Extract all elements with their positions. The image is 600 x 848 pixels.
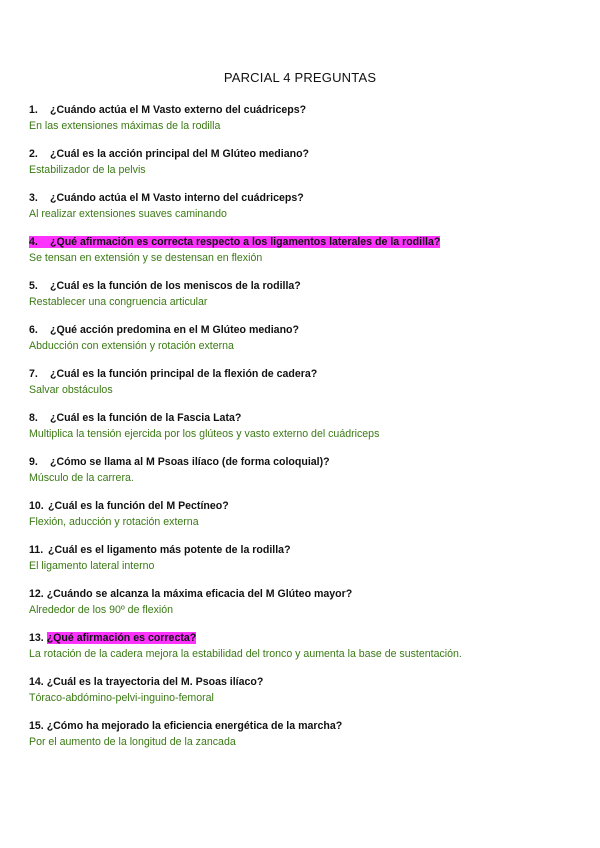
question-body: ¿Qué acción predomina en el M Glúteo mediano? bbox=[50, 324, 299, 336]
question-body: ¿Cuándo actúa el M Vasto interno del cuádriceps? bbox=[50, 192, 304, 204]
question-item bbox=[29, 236, 589, 265]
answer-text: Abducción con extensión y rotación externa bbox=[29, 340, 234, 352]
question-number: 5. bbox=[29, 280, 38, 292]
answer-text: Al realizar extensiones suaves caminando bbox=[29, 208, 227, 220]
question-item bbox=[29, 148, 589, 177]
question-number: 13. bbox=[29, 632, 44, 644]
question-body: ¿Cuál es la función del M Pectíneo? bbox=[48, 500, 229, 512]
answer-text: La rotación de la cadera mejora la estabilidad del tronco y aumenta la base de sustentación. bbox=[29, 648, 462, 660]
question-number: 11. bbox=[29, 544, 44, 556]
question-number: 2. bbox=[29, 148, 38, 160]
question-body: ¿Qué afirmación es correcta respecto a los ligamentos laterales de la rodilla? bbox=[50, 236, 441, 248]
question-item bbox=[29, 324, 589, 353]
question-number: 3. bbox=[29, 192, 38, 204]
question-item bbox=[29, 280, 589, 309]
answer-text: Flexión, aducción y rotación externa bbox=[29, 516, 199, 528]
question-text bbox=[29, 544, 589, 557]
question-item bbox=[29, 500, 589, 529]
question-text bbox=[29, 676, 589, 689]
question-text bbox=[29, 192, 589, 205]
question-text bbox=[29, 632, 589, 645]
question-body: ¿Qué afirmación es correcta? bbox=[46, 632, 197, 644]
answer-text: Estabilizador de la pelvis bbox=[29, 164, 146, 176]
question-body: ¿Cuál es la función de la Fascia Lata? bbox=[50, 412, 242, 424]
question-body: ¿Cuál es la trayectoria del M. Psoas ilíaco? bbox=[46, 676, 264, 688]
question-text bbox=[29, 280, 589, 293]
answer-text: El ligamento lateral interno bbox=[29, 560, 155, 572]
question-item bbox=[29, 192, 589, 221]
question-number: 7. bbox=[29, 368, 38, 380]
question-number: 1. bbox=[29, 104, 38, 116]
answer-text: Salvar obstáculos bbox=[29, 384, 113, 396]
question-text bbox=[29, 456, 589, 469]
question-text bbox=[29, 500, 589, 513]
question-body: ¿Cómo ha mejorado la eficiencia energética de la marcha? bbox=[46, 720, 343, 732]
question-item bbox=[29, 104, 589, 133]
answer-text: Restablecer una congruencia articular bbox=[29, 296, 208, 308]
answer-text: En las extensiones máximas de la rodilla bbox=[29, 120, 221, 132]
answer-text: Músculo de la carrera. bbox=[29, 472, 134, 484]
answer-text: Tóraco-abdómino-pelvi-inguino-femoral bbox=[29, 692, 214, 704]
question-body: ¿Cuál es la función principal de la flexión de cadera? bbox=[50, 368, 318, 380]
question-text bbox=[29, 236, 589, 249]
question-text bbox=[29, 324, 589, 337]
question-item bbox=[29, 676, 589, 705]
question-item bbox=[29, 412, 589, 441]
question-number: 12. bbox=[29, 588, 44, 600]
page-title: PARCIAL 4 PREGUNTAS bbox=[223, 70, 377, 85]
question-number: 8. bbox=[29, 412, 38, 424]
question-body: ¿Cuándo se alcanza la máxima eficacia del M Glúteo mayor? bbox=[46, 588, 353, 600]
question-body: ¿Cuándo actúa el M Vasto externo del cuádriceps? bbox=[50, 104, 307, 116]
question-number: 15. bbox=[29, 720, 44, 732]
answer-text: Multiplica la tensión ejercida por los glúteos y vasto externo del cuádriceps bbox=[29, 428, 380, 440]
question-body: ¿Cuál es el ligamento más potente de la rodilla? bbox=[48, 544, 291, 556]
answer-text: Por el aumento de la longitud de la zancada bbox=[29, 736, 236, 748]
answer-text: Se tensan en extensión y se destensan en flexión bbox=[29, 252, 263, 264]
question-text bbox=[29, 368, 589, 381]
question-body: ¿Cuál es la función de los meniscos de la rodilla? bbox=[50, 280, 301, 292]
question-number: 4. bbox=[29, 236, 38, 248]
question-highlight bbox=[29, 236, 440, 248]
question-text bbox=[29, 412, 589, 425]
question-number: 10. bbox=[29, 500, 44, 512]
question-item bbox=[29, 456, 589, 485]
question-body: ¿Cuál es la acción principal del M Glúteo mediano? bbox=[50, 148, 310, 160]
answer-text: Alrededor de los 90º de flexión bbox=[29, 604, 174, 616]
question-text bbox=[29, 720, 589, 733]
question-item bbox=[29, 544, 589, 573]
question-number: 6. bbox=[29, 324, 38, 336]
question-number: 9. bbox=[29, 456, 38, 468]
question-item bbox=[29, 368, 589, 397]
question-item bbox=[29, 632, 589, 661]
question-number: 14. bbox=[29, 676, 44, 688]
question-item bbox=[29, 588, 589, 617]
question-item bbox=[29, 720, 589, 749]
question-text bbox=[29, 148, 589, 161]
question-text bbox=[29, 104, 589, 117]
question-body: ¿Cómo se llama al M Psoas ilíaco (de forma coloquial)? bbox=[50, 456, 330, 468]
question-text bbox=[29, 588, 589, 601]
